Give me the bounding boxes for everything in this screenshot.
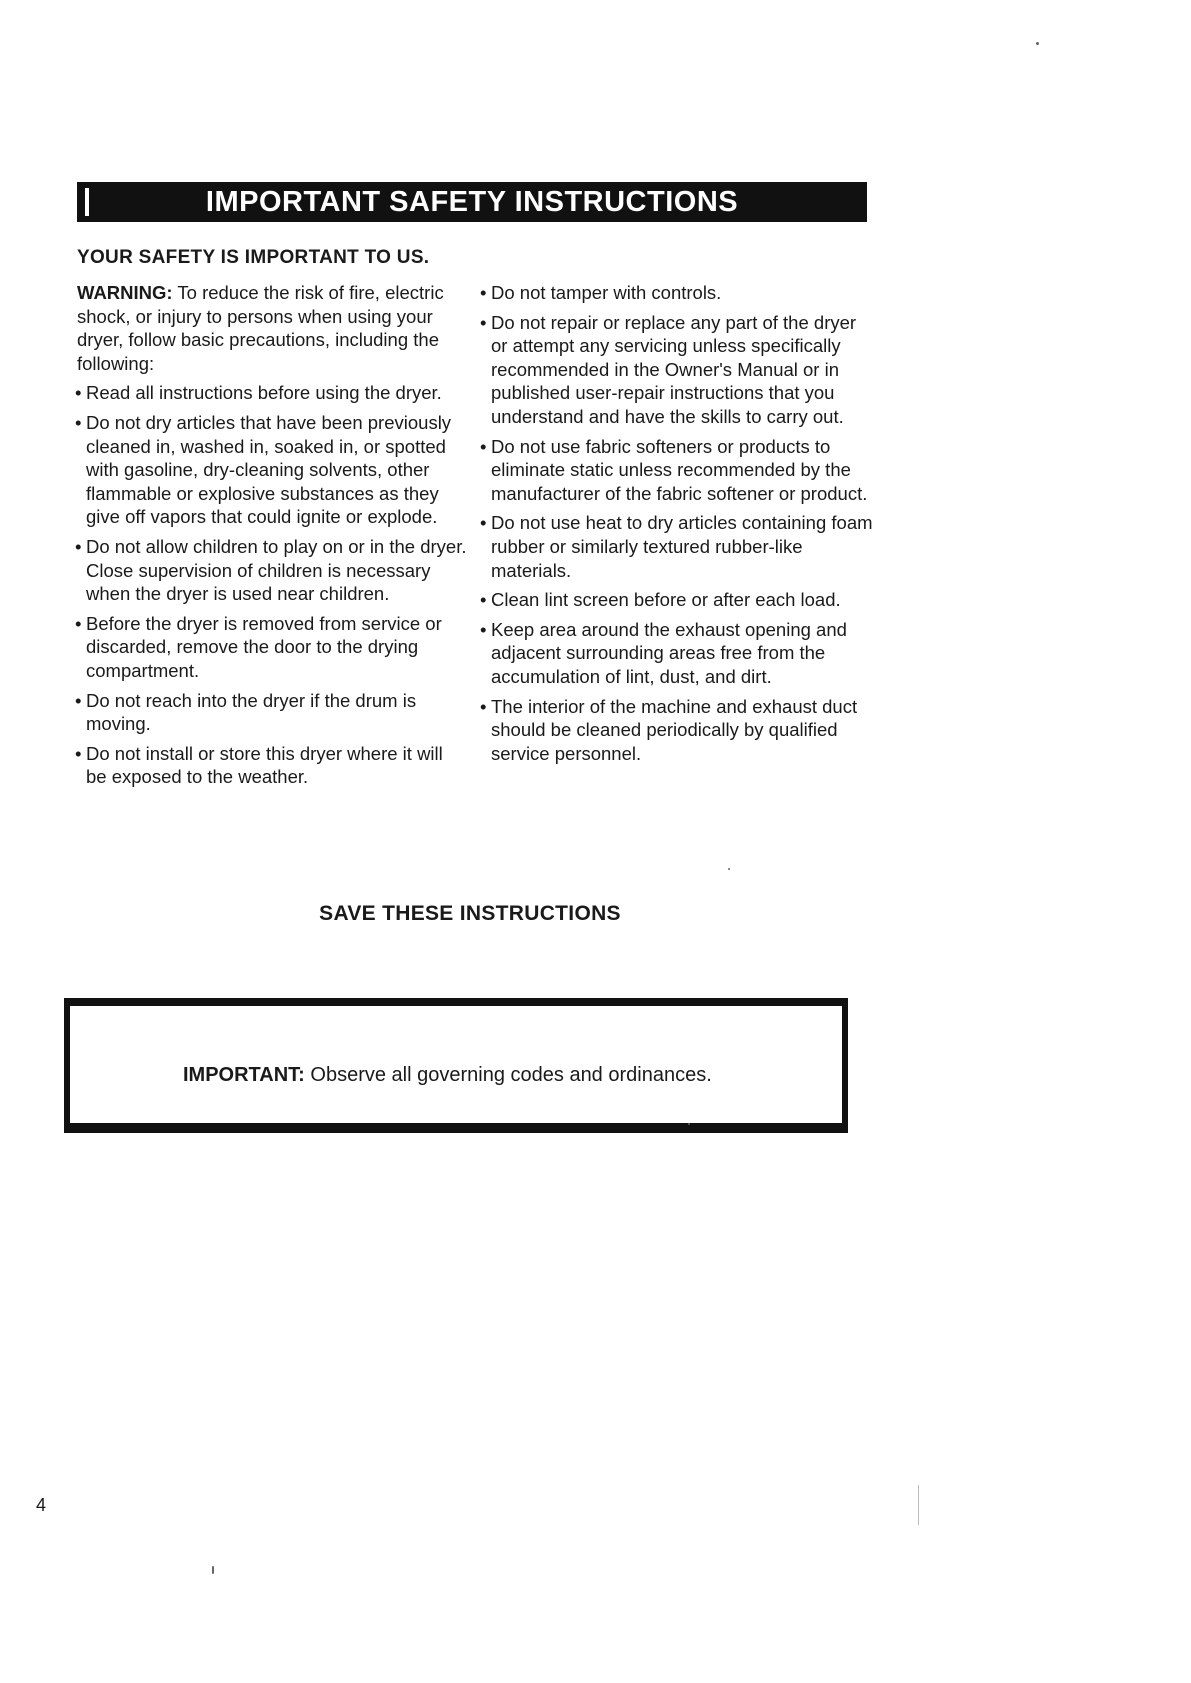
- left-bullet-list: [77, 381, 467, 789]
- list-item: • Do not tamper with controls.: [482, 281, 877, 305]
- notice-label: IMPORTANT:: [183, 1064, 305, 1086]
- banner-title: IMPORTANT SAFETY INSTRUCTIONS: [205, 185, 739, 218]
- notice-text: [183, 1064, 712, 1087]
- warning-paragraph: [77, 281, 467, 375]
- scan-speck: [1036, 42, 1039, 45]
- save-instructions-heading: SAVE THESE INSTRUCTIONS: [319, 902, 621, 925]
- notice-body: Observe all governing codes and ordinances.: [310, 1064, 712, 1086]
- banner-edge-mark: [85, 188, 89, 216]
- list-item: • Do not dry articles that have been previously cleaned in, washed in, soaked in, or spotted with gasoline, dry-cleaning solvents, other flammable or explosive substances as they give off vapors that could ignite or explode.: [77, 411, 467, 529]
- warning-text: To reduce the risk of fire, electric shock, or injury to persons when using your dryer, follow basic precautions, including the following:: [77, 282, 444, 374]
- right-bullet-list: [482, 281, 877, 765]
- important-notice-box: [64, 998, 848, 1133]
- list-item: • Before the dryer is removed from service or discarded, remove the door to the drying compartment.: [77, 612, 467, 683]
- list-item: • Read all instructions before using the dryer.: [77, 381, 467, 405]
- list-item: • Do not use fabric softeners or products to eliminate static unless recommended by the manufacturer of the fabric softener or product.: [482, 435, 877, 506]
- scan-speck: [212, 1566, 214, 1574]
- right-column: [482, 281, 877, 771]
- scan-speck: [918, 1485, 919, 1525]
- list-item: • Do not reach into the dryer if the drum is moving.: [77, 689, 467, 736]
- list-item: • The interior of the machine and exhaust duct should be cleaned periodically by qualified service personnel.: [482, 695, 877, 766]
- safety-subheading: YOUR SAFETY IS IMPORTANT TO US.: [77, 247, 430, 268]
- list-item: • Do not allow children to play on or in the dryer. Close supervision of children is necessary when the dryer is used near children.: [77, 535, 467, 606]
- list-item: • Clean lint screen before or after each load.: [482, 588, 877, 612]
- page-number: 4: [36, 1495, 47, 1515]
- scan-speck: [688, 1123, 690, 1125]
- scan-speck: [728, 868, 730, 870]
- warning-label: WARNING:: [77, 282, 173, 303]
- list-item: • Do not use heat to dry articles containing foam rubber or similarly textured rubber-like materials.: [482, 511, 877, 582]
- left-column: [77, 281, 467, 795]
- list-item: • Do not install or store this dryer where it will be exposed to the weather.: [77, 742, 467, 789]
- list-item: • Do not repair or replace any part of the dryer or attempt any servicing unless specifically recommended in the Owner's Manual or in published user-repair instructions that you understand and have the skills to carry out.: [482, 311, 877, 429]
- safety-banner: [77, 182, 867, 222]
- list-item: • Keep area around the exhaust opening and adjacent surrounding areas free from the accumulation of lint, dust, and dirt.: [482, 618, 877, 689]
